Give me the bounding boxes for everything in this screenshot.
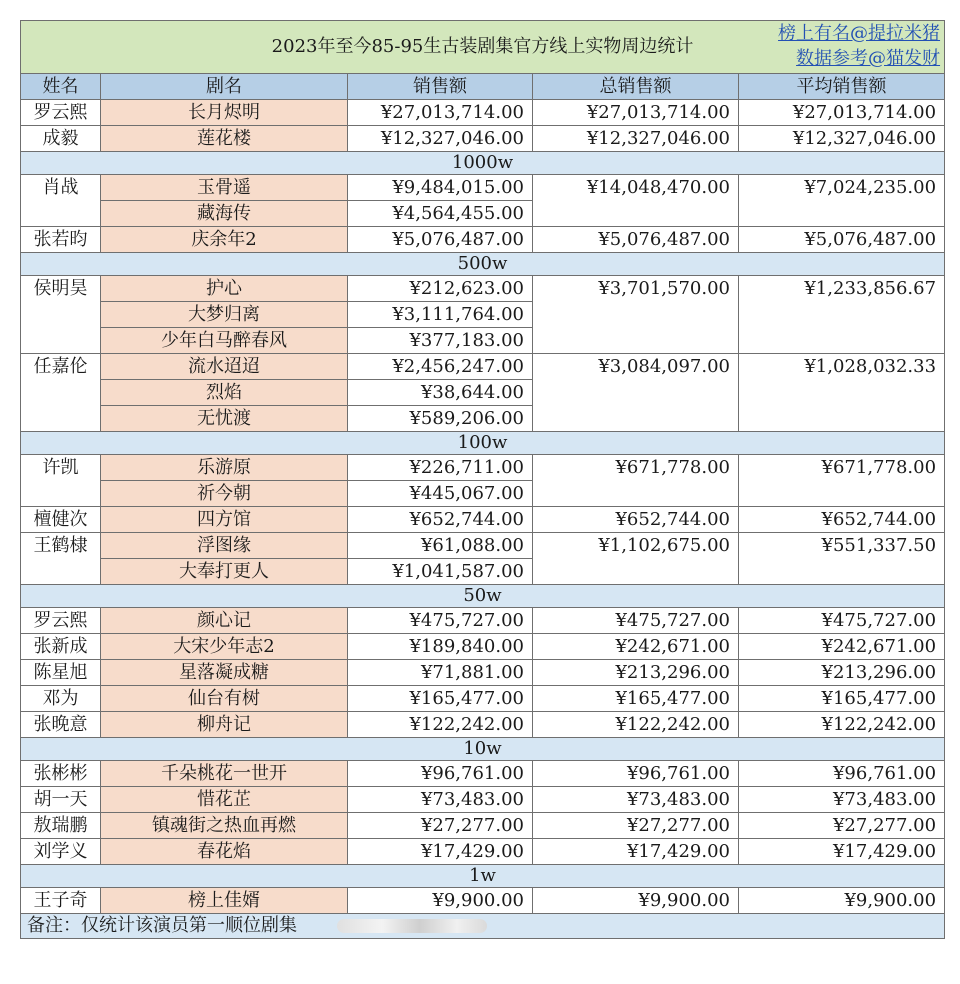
tier-label: 1w	[21, 865, 945, 888]
total-sales-value: ¥73,483.00	[533, 787, 739, 813]
actor-name: 张若昀	[21, 227, 101, 253]
table-row	[21, 455, 945, 481]
actor-name: 檀健次	[21, 507, 101, 533]
drama-title: 祈今朝	[101, 481, 348, 507]
tier-row	[21, 738, 945, 761]
sales-value: ¥189,840.00	[348, 634, 533, 660]
table-row	[21, 507, 945, 533]
header-drama: 剧名	[101, 74, 348, 100]
table-row	[21, 787, 945, 813]
tier-label: 100w	[21, 432, 945, 455]
tier-row	[21, 432, 945, 455]
sales-value: ¥122,242.00	[348, 712, 533, 738]
header-sales: 销售额	[348, 74, 533, 100]
average-sales-value: ¥475,727.00	[739, 608, 945, 634]
average-sales-value: ¥242,671.00	[739, 634, 945, 660]
sales-value: ¥38,644.00	[348, 380, 533, 406]
sales-value: ¥589,206.00	[348, 406, 533, 432]
header-average-sales: 平均销售额	[739, 74, 945, 100]
title-cell	[21, 21, 945, 74]
page-title: 2023年至今85-95生古装剧集官方线上实物周边统计	[271, 36, 694, 57]
drama-title: 星落凝成糖	[101, 660, 348, 686]
drama-title: 乐游原	[101, 455, 348, 481]
table-row	[21, 608, 945, 634]
total-sales-value: ¥213,296.00	[533, 660, 739, 686]
sales-value: ¥27,013,714.00	[348, 100, 533, 126]
sales-value: ¥96,761.00	[348, 761, 533, 787]
actor-name: 侯明昊	[21, 276, 101, 354]
header-total-sales: 总销售额	[533, 74, 739, 100]
tier-row	[21, 865, 945, 888]
total-sales-value: ¥5,076,487.00	[533, 227, 739, 253]
table-row	[21, 660, 945, 686]
note-row	[21, 914, 945, 939]
total-sales-value: ¥122,242.00	[533, 712, 739, 738]
table-row	[21, 634, 945, 660]
sales-value: ¥445,067.00	[348, 481, 533, 507]
actor-name: 敖瑞鹏	[21, 813, 101, 839]
actor-name: 张晚意	[21, 712, 101, 738]
credit-link-source[interactable]: 数据参考@猫发财	[796, 48, 941, 69]
actor-name: 刘学义	[21, 839, 101, 865]
average-sales-value: ¥671,778.00	[739, 455, 945, 507]
sales-value: ¥61,088.00	[348, 533, 533, 559]
title-row	[21, 21, 945, 74]
average-sales-value: ¥7,024,235.00	[739, 175, 945, 227]
blurred-watermark	[337, 919, 487, 933]
drama-title: 柳舟记	[101, 712, 348, 738]
drama-title: 流水迢迢	[101, 354, 348, 380]
note-cell	[21, 914, 945, 939]
drama-title: 大梦归离	[101, 302, 348, 328]
actor-name: 罗云熙	[21, 100, 101, 126]
total-sales-value: ¥3,084,097.00	[533, 354, 739, 432]
total-sales-value: ¥27,013,714.00	[533, 100, 739, 126]
drama-title: 长月烬明	[101, 100, 348, 126]
drama-title: 千朵桃花一世开	[101, 761, 348, 787]
drama-title: 藏海传	[101, 201, 348, 227]
table-row	[21, 175, 945, 201]
total-sales-value: ¥27,277.00	[533, 813, 739, 839]
drama-title: 惜花芷	[101, 787, 348, 813]
table-row	[21, 813, 945, 839]
sales-value: ¥73,483.00	[348, 787, 533, 813]
drama-title: 烈焰	[101, 380, 348, 406]
tier-label: 500w	[21, 253, 945, 276]
average-sales-value: ¥122,242.00	[739, 712, 945, 738]
drama-title: 春花焰	[101, 839, 348, 865]
total-sales-value: ¥17,429.00	[533, 839, 739, 865]
average-sales-value: ¥9,900.00	[739, 888, 945, 914]
drama-title: 浮图缘	[101, 533, 348, 559]
header-row	[21, 74, 945, 100]
sales-value: ¥1,041,587.00	[348, 559, 533, 585]
sales-table	[20, 20, 945, 939]
actor-name: 陈星旭	[21, 660, 101, 686]
drama-title: 榜上佳婿	[101, 888, 348, 914]
table-row	[21, 839, 945, 865]
table-row	[21, 712, 945, 738]
average-sales-value: ¥551,337.50	[739, 533, 945, 585]
sales-value: ¥9,900.00	[348, 888, 533, 914]
footnote: 备注：仅统计该演员第一顺位剧集	[27, 915, 297, 936]
drama-title: 仙台有树	[101, 686, 348, 712]
actor-name: 张彬彬	[21, 761, 101, 787]
sales-value: ¥5,076,487.00	[348, 227, 533, 253]
actor-name: 王子奇	[21, 888, 101, 914]
tier-row	[21, 152, 945, 175]
average-sales-value: ¥27,277.00	[739, 813, 945, 839]
average-sales-value: ¥73,483.00	[739, 787, 945, 813]
table-row	[21, 533, 945, 559]
sales-value: ¥475,727.00	[348, 608, 533, 634]
actor-name: 邓为	[21, 686, 101, 712]
sales-value: ¥12,327,046.00	[348, 126, 533, 152]
sales-value: ¥9,484,015.00	[348, 175, 533, 201]
credits	[778, 21, 940, 71]
sales-value: ¥226,711.00	[348, 455, 533, 481]
total-sales-value: ¥475,727.00	[533, 608, 739, 634]
total-sales-value: ¥12,327,046.00	[533, 126, 739, 152]
total-sales-value: ¥242,671.00	[533, 634, 739, 660]
actor-name: 罗云熙	[21, 608, 101, 634]
drama-title: 玉骨遥	[101, 175, 348, 201]
drama-title: 颜心记	[101, 608, 348, 634]
drama-title: 四方馆	[101, 507, 348, 533]
tier-row	[21, 253, 945, 276]
actor-name: 胡一天	[21, 787, 101, 813]
tier-label: 10w	[21, 738, 945, 761]
actor-name: 张新成	[21, 634, 101, 660]
sales-value: ¥165,477.00	[348, 686, 533, 712]
average-sales-value: ¥17,429.00	[739, 839, 945, 865]
drama-title: 镇魂街之热血再燃	[101, 813, 348, 839]
table-row	[21, 126, 945, 152]
average-sales-value: ¥213,296.00	[739, 660, 945, 686]
credit-link-author[interactable]: 榜上有名@提拉米猪	[778, 23, 941, 44]
drama-title: 庆余年2	[101, 227, 348, 253]
drama-title: 少年白马醉春风	[101, 328, 348, 354]
drama-title: 护心	[101, 276, 348, 302]
table-row	[21, 354, 945, 380]
table-row	[21, 888, 945, 914]
table-row	[21, 686, 945, 712]
average-sales-value: ¥27,013,714.00	[739, 100, 945, 126]
drama-title: 无忧渡	[101, 406, 348, 432]
table-row	[21, 100, 945, 126]
sales-value: ¥212,623.00	[348, 276, 533, 302]
sales-value: ¥27,277.00	[348, 813, 533, 839]
tier-row	[21, 585, 945, 608]
total-sales-value: ¥652,744.00	[533, 507, 739, 533]
total-sales-value: ¥671,778.00	[533, 455, 739, 507]
total-sales-value: ¥1,102,675.00	[533, 533, 739, 585]
actor-name: 许凯	[21, 455, 101, 507]
sales-value: ¥652,744.00	[348, 507, 533, 533]
actor-name: 王鹤棣	[21, 533, 101, 585]
average-sales-value: ¥12,327,046.00	[739, 126, 945, 152]
sales-value: ¥3,111,764.00	[348, 302, 533, 328]
tier-label: 1000w	[21, 152, 945, 175]
average-sales-value: ¥165,477.00	[739, 686, 945, 712]
average-sales-value: ¥1,233,856.67	[739, 276, 945, 354]
sales-value: ¥71,881.00	[348, 660, 533, 686]
drama-title: 大奉打更人	[101, 559, 348, 585]
drama-title: 莲花楼	[101, 126, 348, 152]
table-row	[21, 276, 945, 302]
sales-value: ¥17,429.00	[348, 839, 533, 865]
average-sales-value: ¥1,028,032.33	[739, 354, 945, 432]
total-sales-value: ¥3,701,570.00	[533, 276, 739, 354]
sales-value: ¥2,456,247.00	[348, 354, 533, 380]
drama-title: 大宋少年志2	[101, 634, 348, 660]
table-row	[21, 761, 945, 787]
total-sales-value: ¥165,477.00	[533, 686, 739, 712]
average-sales-value: ¥5,076,487.00	[739, 227, 945, 253]
tier-label: 50w	[21, 585, 945, 608]
average-sales-value: ¥96,761.00	[739, 761, 945, 787]
actor-name: 任嘉伦	[21, 354, 101, 432]
sales-value: ¥4,564,455.00	[348, 201, 533, 227]
actor-name: 肖战	[21, 175, 101, 227]
average-sales-value: ¥652,744.00	[739, 507, 945, 533]
table-row	[21, 227, 945, 253]
sales-value: ¥377,183.00	[348, 328, 533, 354]
actor-name: 成毅	[21, 126, 101, 152]
total-sales-value: ¥14,048,470.00	[533, 175, 739, 227]
total-sales-value: ¥96,761.00	[533, 761, 739, 787]
total-sales-value: ¥9,900.00	[533, 888, 739, 914]
header-name: 姓名	[21, 74, 101, 100]
